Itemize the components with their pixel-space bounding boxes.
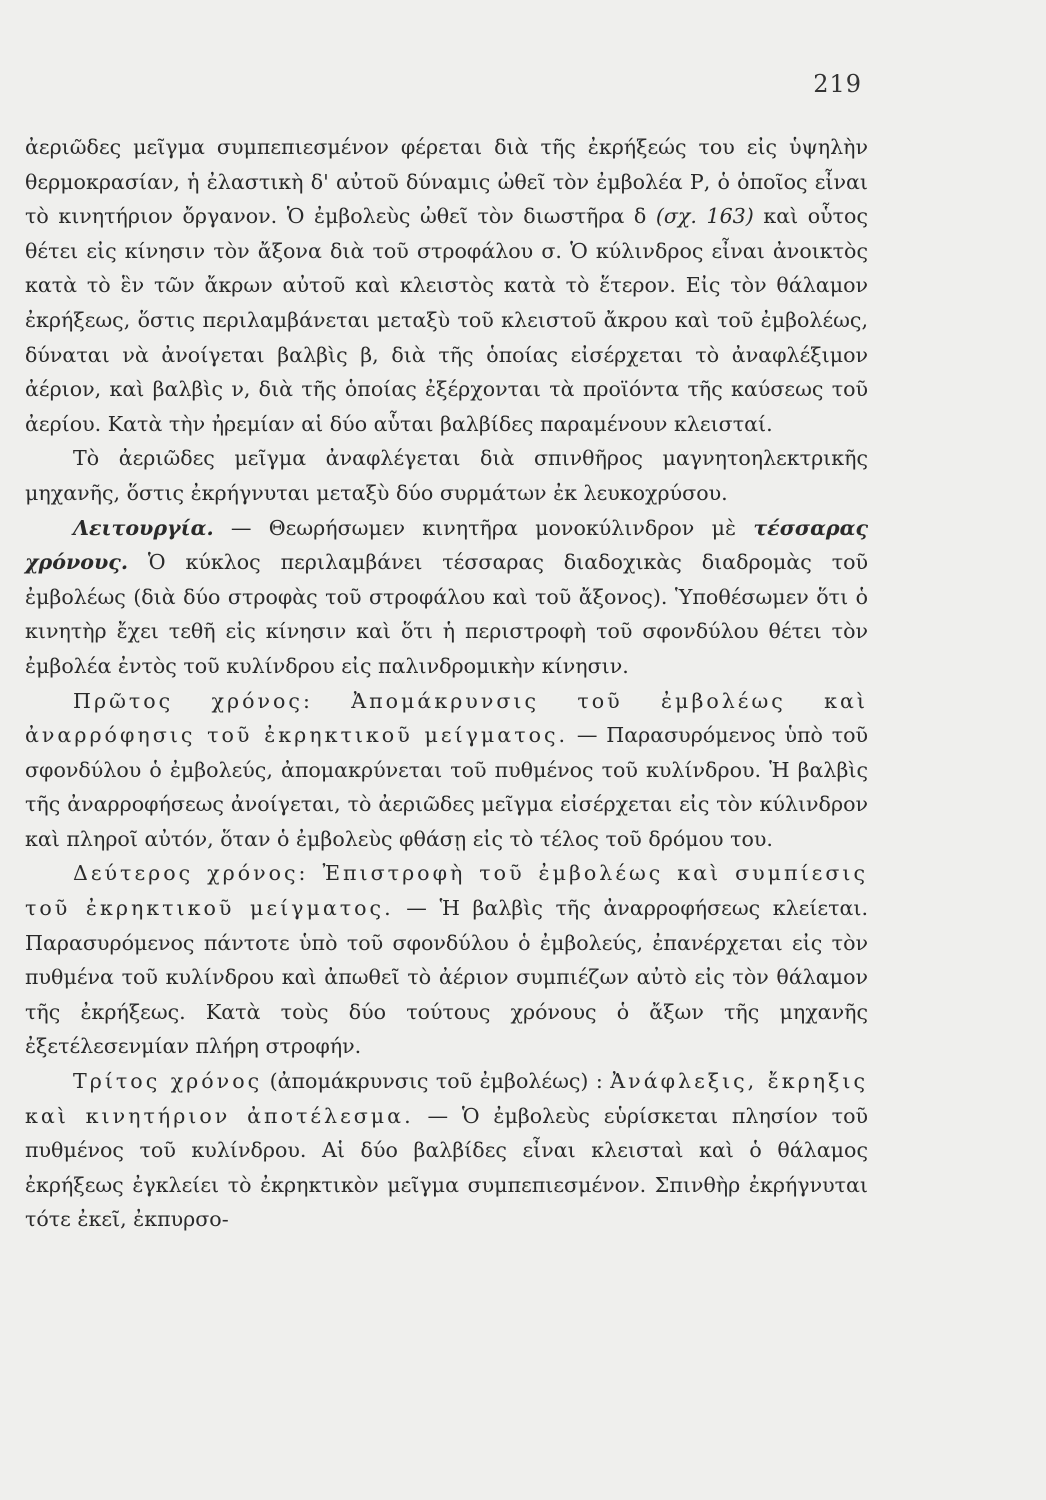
text-run: — Ἡ βαλβὶς τῆς ἀναρροφήσεως κλείεται. Παρασυρόμενος πάντοτε ὑπὸ τοῦ σφονδύλου ὁ ἐμβολεύς, ἐπανέρχεται εἰς τὸν πυθμένα τοῦ κυλίνδρου καὶ ἀπωθεῖ τὸ ἀέριον συμπιέζων αὐτὸ εἰς τὸν θάλαμον τῆς ἐκρήξεως. Κατὰ τοὺς δύο τούτους χρόνους ὁ ἄξων τῆς μηχανῆς ἐξετέλεσενμίαν πλήρη στροφήν.: [25, 896, 869, 1059]
figure-reference: (σχ. 163): [655, 204, 754, 229]
text-run: ἀεριῶδες μεῖγμα συμπεπιεσμένον φέρεται διὰ τῆς ἐκρήξεώς του εἰς ὑψηλὴν θερμοκρασίαν, ἡ ἐλαστικὴ δ' αὐτοῦ δύναμις ὠθεῖ τὸν ἐμβολέα Ρ, ὁ ὁποῖος εἶναι τὸ κινητήριον ὄργανον. Ὁ ἐμβολεὺς ὠθεῖ τὸν διωστῆρα δ: [25, 135, 868, 229]
spaced-heading: Ἀνάφλεξις, ἔκρηξις καὶ κινητήριον ἀποτέλεσμα.: [25, 1069, 868, 1128]
spaced-heading: Πρῶτος χρόνος: Ἀπομάκρυνσις τοῦ ἐμβολέως καὶ ἀναρρόφησις τοῦ ἐκρηκτικοῦ μείγματος.: [25, 688, 868, 748]
emphasis: τέσσαρας χρόνους.: [25, 515, 869, 575]
paragraph: [25, 856, 868, 1064]
text-run: (ἀπομάκρυνσις τοῦ ἐμβολέως) :: [269, 1069, 603, 1094]
text-run: Ὁ κύκλος περιλαμβάνει τέσσαρας διαδοχικὰς διαδρομὰς τοῦ ἐμβολέως (διὰ δύο στροφὰς τοῦ στροφάλου καὶ τοῦ ἄξονος). Ὑποθέσωμεν ὅτι ὁ κινητὴρ ἔχει τεθῆ εἰς κίνησιν καὶ ὅτι ἡ περιστροφὴ τοῦ σφονδύλου θέτει τὸν ἐμβολέα ἐντὸς τοῦ κυλίνδρου εἰς παλινδρομικὴν κίνησιν.: [25, 550, 869, 678]
spaced-heading: Δεύτερος χρόνος: Ἐπιστροφὴ τοῦ ἐμβολέως καὶ συμπίεσις τοῦ ἐκρηκτικοῦ μείγματος.: [25, 861, 868, 921]
text-run: — Ὁ ἐμβολεὺς εὑρίσκεται πλησίον τοῦ πυθμένος τοῦ κυλίνδρου. Αἱ δύο βαλβίδες εἶναι κλεισταὶ καὶ ὁ θάλαμος ἐκρήξεως ἐγκλείει τὸ ἐκρηκτικὸν μεῖγμα συμπεπιεσμένον. Σπινθὴρ ἐκρήγνυται τότε ἐκεῖ, ἐκπυρσο-: [25, 1103, 868, 1232]
paragraph: [25, 684, 868, 857]
section-heading: Λειτουργία.: [73, 515, 214, 540]
spaced-heading: Τρίτος χρόνος: [73, 1069, 263, 1094]
paragraph: Τὸ ἀεριῶδες μεῖγμα ἀναφλέγεται διὰ σπινθῆρος μαγνητοηλεκτρικῆς μηχανῆς, ὅστις ἐκρήγνυται μεταξὺ δύο συρμάτων ἐκ λευκοχρύσου.: [25, 446, 868, 505]
paragraph: [25, 1064, 868, 1237]
text-run: καὶ οὗτος θέτει εἰς κίνησιν τὸν ἄξονα διὰ τοῦ στροφάλου σ. Ὁ κύλινδρος εἶναι ἀνοικτὸς κατὰ τὸ ἓν τῶν ἄκρων αὐτοῦ καὶ κλειστὸς κατὰ τὸ ἕτερον. Εἰς τὸν θάλαμον ἐκρήξεως, ὅστις περιλαμβάνεται μεταξὺ τοῦ κλειστοῦ ἄκρου καὶ τοῦ ἐμβολέως, δύναται νὰ ἀνοίγεται βαλβὶς β, διὰ τῆς ὁποίας εἰσέρχεται τὸ ἀναφλέξιμον ἀέριον, καὶ βαλβὶς ν, διὰ τῆς ὁποίας ἐξέρχονται τὰ προϊόντα τῆς καύσεως τοῦ ἀερίου. Κατὰ τὴν ἠρεμίαν αἱ δύο αὗται βαλβίδες παραμένουν κλεισταί.: [25, 204, 868, 436]
text-run: — Θεωρήσωμεν κινητῆρα μονοκύλινδρον μὲ: [230, 515, 737, 540]
text-run: — Παρασυρόμενος ὑπὸ τοῦ σφονδύλου ὁ ἐμβολεύς, ἀπομακρύνεται τοῦ πυθμένος τοῦ κυλίνδρου. Ἡ βαλβὶς τῆς ἀναρροφήσεως ἀνοίγεται, τὸ ἀεριῶδες μεῖγμα εἰσέρχεται εἰς τὸν κύλινδρον καὶ πληροῖ αὐτόν, ὅταν ὁ ἐμβολεὺς φθάσῃ εἰς τὸ τέλος τοῦ δρόμου του.: [25, 723, 869, 851]
paragraph: [25, 130, 868, 441]
paragraph: [25, 511, 868, 684]
body-text: [25, 130, 868, 1237]
page-number: 219: [813, 70, 862, 98]
